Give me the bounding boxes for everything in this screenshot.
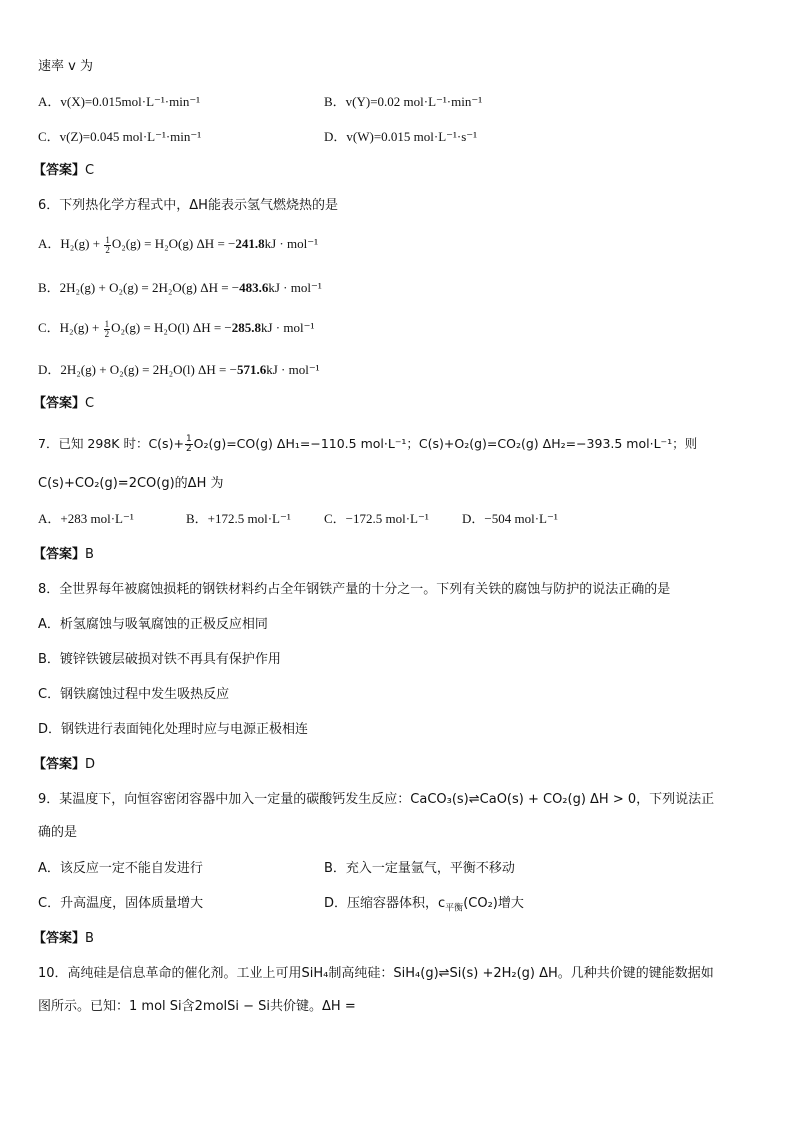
- answer-value: B: [85, 931, 94, 946]
- answer-label: 【答案】: [33, 396, 86, 411]
- answer-value: C: [85, 163, 95, 178]
- q9-answer: [33, 929, 94, 949]
- q7-option-a: A．+283 mol·L⁻¹: [38, 511, 134, 526]
- answer-value: D: [85, 757, 96, 772]
- q7-stem: [38, 434, 697, 454]
- answer-label: 【答案】: [33, 547, 86, 562]
- unit: kJ · mol⁻¹: [268, 280, 322, 295]
- option-text: (CO₂)增大: [463, 896, 524, 911]
- fraction: $\frac{1}{2}$: [105, 234, 110, 255]
- enthalpy-value: 571.6: [236, 362, 267, 377]
- q5-answer: [33, 161, 94, 181]
- q9-stem-continued: 确的是: [38, 825, 78, 840]
- q7-stem-continued: C(s)+CO₂(g)=2CO(g)的ΔH 为: [38, 476, 224, 491]
- equation-text: O₂(g) = H₂O(l) ΔH = −: [111, 320, 232, 335]
- equation-text: O₂(g) = H₂O(g) ΔH = −: [111, 236, 236, 251]
- q9-option-b: B．充入一定量氩气，平衡不移动: [324, 861, 515, 876]
- q6-option-c: [38, 318, 314, 339]
- subscript: 平衡: [445, 903, 464, 914]
- q5-option-c: C．v(Z)=0.045 mol·L⁻¹·min⁻¹: [38, 129, 202, 144]
- q6-option-a: [38, 234, 318, 255]
- q8-option-d: D．钢铁进行表面钝化处理时应与电源正极相连: [38, 722, 309, 737]
- enthalpy-value: 483.6: [239, 280, 269, 295]
- unit: kJ · mol⁻¹: [266, 362, 320, 377]
- stem-text: O₂(g)=CO(g) ΔH₁=−110.5 mol·L⁻¹；C(s)+O₂(g)=CO₂(g) ΔH₂=−393.5 mol·L⁻¹；则: [193, 436, 698, 451]
- q7-option-d: D．−504 mol·L⁻¹: [462, 511, 558, 526]
- equation-text: D．2H₂(g) + O₂(g) = 2H₂O(l) ΔH = −: [38, 362, 237, 377]
- equation-text: C．H₂(g) +: [38, 320, 103, 335]
- answer-label: 【答案】: [33, 931, 86, 946]
- q9-option-c: C．升高温度，固体质量增大: [38, 896, 204, 911]
- enthalpy-value: 241.8: [235, 236, 265, 251]
- q6-option-d: [38, 360, 320, 380]
- equation-text: A．H₂(g) +: [38, 236, 104, 251]
- q9-option-d: [324, 894, 524, 919]
- q5-option-a: A．v(X)=0.015mol·L⁻¹·min⁻¹: [38, 94, 201, 109]
- q5-option-b: B．v(Y)=0.02 mol·L⁻¹·min⁻¹: [324, 94, 483, 109]
- q8-option-c: C．钢铁腐蚀过程中发生吸热反应: [38, 687, 230, 702]
- fraction: $\frac{1}{2}$: [185, 434, 192, 454]
- q7-option-c: C．−172.5 mol·L⁻¹: [324, 511, 429, 526]
- q7-answer: [33, 545, 94, 565]
- stem-text: 7．已知 298K 时：C(s)+: [38, 436, 184, 451]
- q7-option-b: B．+172.5 mol·L⁻¹: [186, 511, 291, 526]
- q6-option-b: [38, 278, 322, 298]
- q9-stem: 9．某温度下，向恒容密闭容器中加入一定量的碳酸钙发生反应：CaCO₃(s)⇌CaO(s) + CO₂(g) ΔH > 0，下列说法正: [38, 792, 715, 807]
- answer-label: 【答案】: [33, 163, 86, 178]
- q8-option-a: A．析氢腐蚀与吸氧腐蚀的正极反应相同: [38, 617, 268, 632]
- unit: kJ · mol⁻¹: [264, 236, 318, 251]
- q8-answer: [33, 755, 95, 775]
- q10-stem-continued: 图所示。已知：1 mol Si含2molSi − Si共价键。ΔH =: [38, 999, 356, 1014]
- q5-option-d: D．v(W)=0.015 mol·L⁻¹·s⁻¹: [324, 129, 478, 144]
- answer-label: 【答案】: [33, 757, 86, 772]
- equation-text: B．2H₂(g) + O₂(g) = 2H₂O(g) ΔH = −: [38, 280, 240, 295]
- q6-stem: 6．下列热化学方程式中，ΔH能表示氢气燃烧热的是: [38, 198, 338, 213]
- enthalpy-value: 285.8: [231, 320, 261, 335]
- fraction: $\frac{1}{2}$: [104, 318, 110, 339]
- q5-stem-tail: 速率 v 为: [38, 59, 93, 74]
- answer-value: B: [85, 547, 94, 562]
- q8-stem: 8．全世界每年被腐蚀损耗的钢铁材料约占全年钢铁产量的十分之一。下列有关铁的腐蚀与防护的说法正确的是: [38, 582, 671, 597]
- q9-option-a: A．该反应一定不能自发进行: [38, 861, 203, 876]
- unit: kJ · mol⁻¹: [261, 320, 315, 335]
- option-text: D．压缩容器体积，c: [324, 896, 446, 911]
- q10-stem: 10．高纯硅是信息革命的催化剂。工业上可用SiH₄制高纯硅：SiH₄(g)⇌Si(s) +2H₂(g) ΔH。几种共价键的键能数据如: [38, 966, 714, 981]
- q6-answer: [33, 394, 94, 414]
- answer-value: C: [85, 396, 95, 411]
- q8-option-b: B．镀锌铁镀层破损对铁不再具有保护作用: [38, 652, 281, 667]
